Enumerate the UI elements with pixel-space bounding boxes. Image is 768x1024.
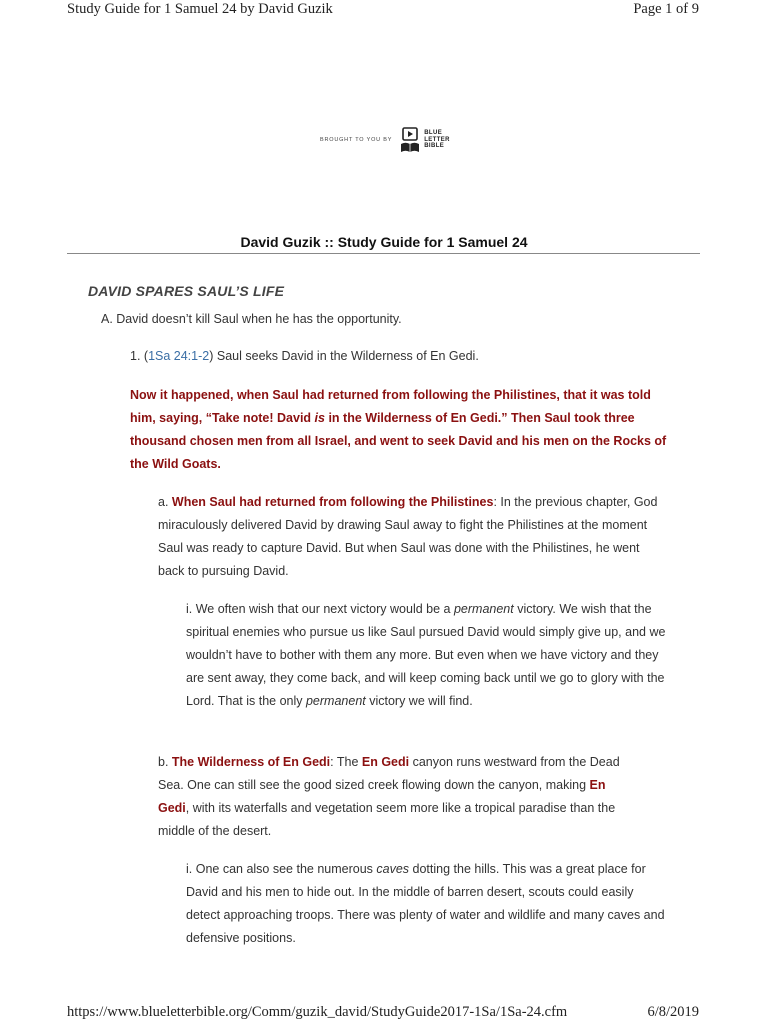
scripture-text-2: in the Wilderness of En Gedi.” Then Saul took three thousand chosen men from all Israel, and went to seek David and his men on the Rocks of the Wild Goats. [130, 411, 667, 471]
page-title: David Guzik :: Study Guide for 1 Samuel 24 [240, 234, 528, 250]
point-b-text-1: : The [330, 755, 362, 769]
scripture-text-1: Now it happened, when Saul had returned from following the Philistines, that it was told him, saying, “Take note! David [130, 388, 651, 425]
point-a-i-italic-1: permanent [453, 602, 514, 616]
point-1-prefix: 1. ( [130, 349, 149, 363]
point-a-text: : In the previous chapter, God miraculously delivered David by drawing Saul away to fight the Philistines at the moment Saul was ready to capture David. But when Saul was done with the Philistines, he went back to pursuing David. [158, 495, 658, 578]
scripture-passage [130, 384, 675, 476]
commentary-point-a-i [186, 598, 666, 713]
page-number: Page 1 of 9 [633, 1, 699, 17]
logo-line-bible: BIBLE [424, 143, 445, 150]
scripture-reference-link[interactable]: 1Sa 24:1-2 [148, 349, 210, 363]
logo-line-blue: BLUE [424, 130, 443, 137]
commentary-point-b-i [186, 858, 666, 950]
footer-url[interactable]: https://www.blueletterbible.org/Comm/guzik_david/StudyGuide2017-1Sa/1Sa-24.cfm [67, 1004, 568, 1020]
point-b-i-text-2: dotting the hills. This was a great place for David and his men to hide out. In the middle of barren desert, scouts could easily detect approaching troops. There was plenty of water and wildlife and many caves and defensive positions. [186, 862, 665, 945]
point-b-quote-1: The Wilderness of En Gedi [171, 755, 331, 769]
point-b-i-italic: caves [376, 862, 410, 876]
point-b-text-2: canyon runs westward from the Dead Sea. One can still see the good sized creek flowing down the canyon, making [158, 755, 620, 792]
point-a-i-text-2: victory. We wish that the spiritual enemies who pursue us like Saul pursued David would simply give up, and we wouldn’t have to bother with them any more. But even when we have victory and they are sent away, they come back, and will keep coming back until we go to glory with the Lord. That is the only [186, 602, 666, 708]
blue-letter-bible-logo[interactable] [320, 126, 450, 154]
point-b-text-3: , with its waterfalls and vegetation seem more like a tropical paradise than the middle of the desert. [158, 801, 616, 838]
point-a-i-italic-2: permanent [305, 694, 366, 708]
section-heading: DAVID SPARES SAUL’S LIFE [88, 283, 285, 299]
point-b-quote-2: En Gedi [361, 755, 410, 769]
point-b-quote-3: En Gedi [158, 778, 606, 815]
document-header-title: Study Guide for 1 Samuel 24 by David Guzik [67, 1, 333, 17]
point-1-suffix: ) Saul seeks David in the Wilderness of En Gedi. [209, 349, 479, 363]
logo-brought-by-text: BROUGHT TO YOU BY [320, 137, 393, 143]
commentary-point-a [158, 491, 658, 583]
point-b-i-text-1: i. One can also see the numerous [186, 862, 377, 876]
point-a-prefix: a. [158, 495, 172, 509]
footer-date: 6/8/2019 [647, 1004, 699, 1020]
book-icon [400, 126, 420, 154]
point-b-prefix: b. [158, 755, 172, 769]
scripture-italic: is [314, 411, 325, 425]
outline-point-a: A. David doesn’t kill Saul when he has the opportunity. [101, 312, 402, 326]
logo-wordmark [424, 130, 450, 150]
point-a-i-text-3: victory we will find. [365, 694, 473, 708]
commentary-point-b [158, 751, 638, 843]
point-a-quote: When Saul had returned from following the Philistines [171, 495, 494, 509]
title-divider [67, 253, 700, 254]
point-a-i-text-1: i. We often wish that our next victory would be a [186, 602, 454, 616]
logo-line-letter: LETTER [424, 136, 450, 143]
outline-point-1 [130, 345, 479, 368]
